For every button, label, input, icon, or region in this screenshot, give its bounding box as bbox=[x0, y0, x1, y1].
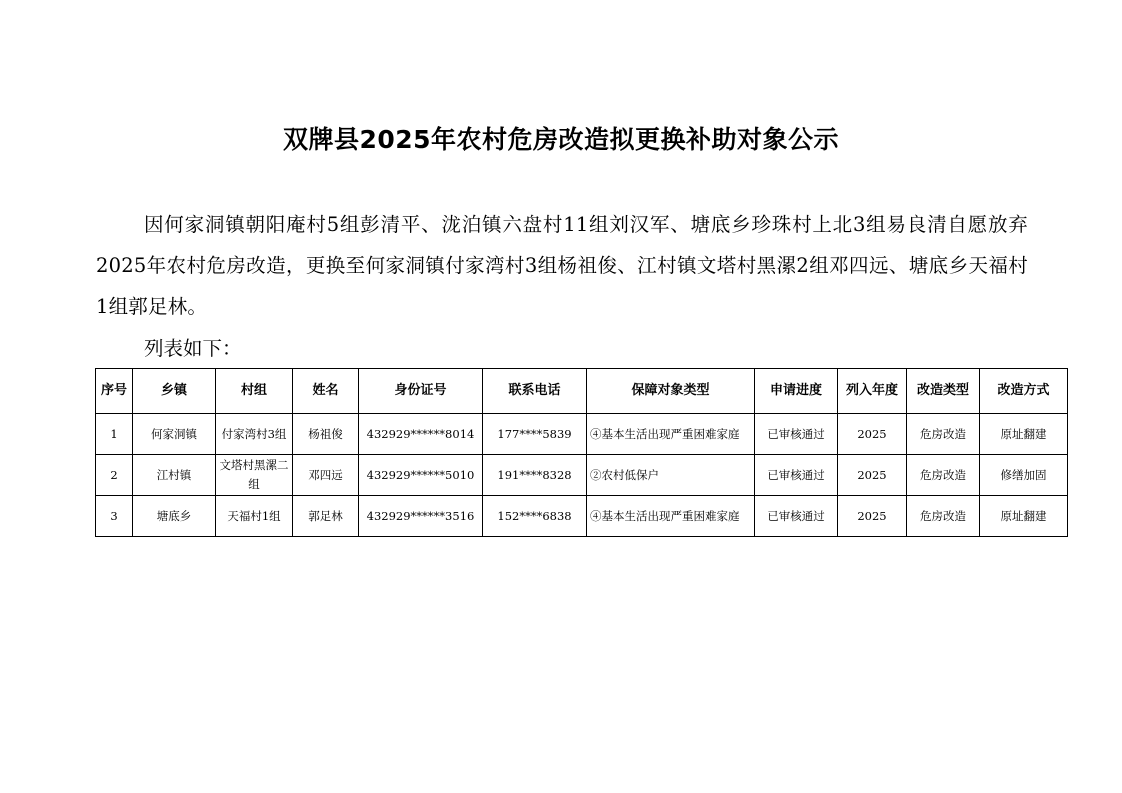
cell-renovation-type: 危房改造 bbox=[907, 414, 980, 455]
cell-phone: 152****6838 bbox=[483, 496, 587, 537]
header-renovation-type: 改造类型 bbox=[907, 369, 980, 414]
cell-id-number: 432929******8014 bbox=[359, 414, 483, 455]
header-year: 列入年度 bbox=[838, 369, 907, 414]
header-id-number: 身份证号 bbox=[359, 369, 483, 414]
cell-name: 邓四远 bbox=[293, 455, 359, 496]
header-renovation-method: 改造方式 bbox=[980, 369, 1068, 414]
document-title: 双牌县2025年农村危房改造拟更换补助对象公示 bbox=[282, 125, 840, 154]
cell-index: 2 bbox=[96, 455, 133, 496]
cell-beneficiary-type: ④基本生活出现严重困难家庭 bbox=[587, 414, 755, 455]
cell-renovation-method: 修缮加固 bbox=[980, 455, 1068, 496]
cell-index: 1 bbox=[96, 414, 133, 455]
cell-village-group: 文塔村黑漯二组 bbox=[216, 455, 293, 496]
cell-name: 杨祖俊 bbox=[293, 414, 359, 455]
cell-name: 郭足林 bbox=[293, 496, 359, 537]
announcement-paragraph: 因何家洞镇朝阳庵村5组彭清平、泷泊镇六盘村11组刘汉军、塘底乡珍珠村上北3组易良清自愿放弃2025年农村危房改造，更换至何家洞镇付家湾村3组杨祖俊、江村镇文塔村黑漯2组邓四远、塘底乡天福村1组郭足林。 bbox=[96, 213, 1028, 318]
subsidy-table bbox=[95, 368, 1068, 537]
cell-phone: 191****8328 bbox=[483, 455, 587, 496]
cell-id-number: 432929******3516 bbox=[359, 496, 483, 537]
cell-application-status: 已审核通过 bbox=[755, 496, 838, 537]
cell-index: 3 bbox=[96, 496, 133, 537]
cell-renovation-type: 危房改造 bbox=[907, 455, 980, 496]
cell-township: 塘底乡 bbox=[133, 496, 216, 537]
cell-township: 江村镇 bbox=[133, 455, 216, 496]
cell-renovation-method: 原址翻建 bbox=[980, 414, 1068, 455]
cell-village-group: 天福村1组 bbox=[216, 496, 293, 537]
cell-id-number: 432929******5010 bbox=[359, 455, 483, 496]
header-phone: 联系电话 bbox=[483, 369, 587, 414]
table-header-row bbox=[96, 369, 1068, 414]
header-township: 乡镇 bbox=[133, 369, 216, 414]
cell-application-status: 已审核通过 bbox=[755, 414, 838, 455]
cell-year: 2025 bbox=[838, 455, 907, 496]
list-intro: 列表如下： bbox=[144, 337, 242, 360]
table-row bbox=[96, 455, 1068, 496]
header-village-group: 村组 bbox=[216, 369, 293, 414]
cell-renovation-type: 危房改造 bbox=[907, 496, 980, 537]
cell-application-status: 已审核通过 bbox=[755, 455, 838, 496]
cell-beneficiary-type: ④基本生活出现严重困难家庭 bbox=[587, 496, 755, 537]
header-beneficiary-type: 保障对象类型 bbox=[587, 369, 755, 414]
cell-year: 2025 bbox=[838, 496, 907, 537]
cell-year: 2025 bbox=[838, 414, 907, 455]
header-index: 序号 bbox=[96, 369, 133, 414]
cell-township: 何家洞镇 bbox=[133, 414, 216, 455]
cell-phone: 177****5839 bbox=[483, 414, 587, 455]
cell-beneficiary-type: ②农村低保户 bbox=[587, 455, 755, 496]
header-application-status: 申请进度 bbox=[755, 369, 838, 414]
header-name: 姓名 bbox=[293, 369, 359, 414]
table-row bbox=[96, 414, 1068, 455]
cell-renovation-method: 原址翻建 bbox=[980, 496, 1068, 537]
cell-village-group: 付家湾村3组 bbox=[216, 414, 293, 455]
table-row bbox=[96, 496, 1068, 537]
